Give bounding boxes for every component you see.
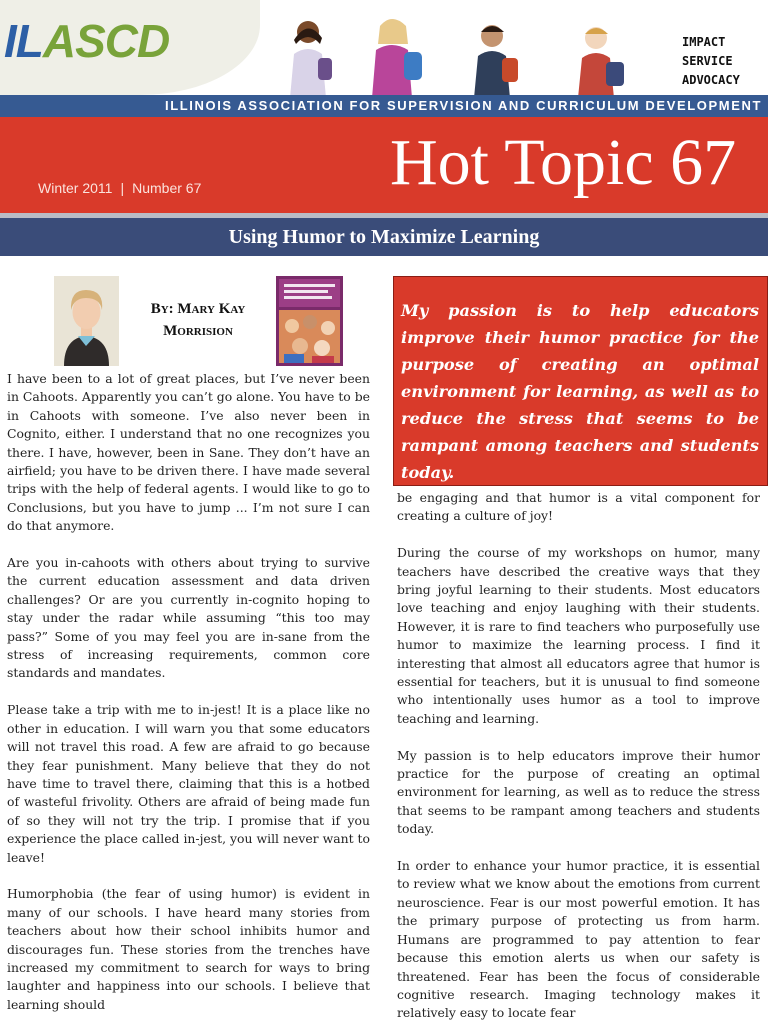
publication-title: Hot Topic 67 [390,126,737,199]
paragraph: I have been to a lot of great places, but I’ve never been in Cahoots. Apparently you can’t go alone. You have to be in Cahoots with someone. I’ve also never been in Cognito, either. I understand that no one recognizes you there. I have, however, been in Sane. They don’t have an airfield; you have to be driven there. I have made several trips with the help of federal agents. I would like to go to Conclusions, but you have to jump ... I’m not sure I can do that anymore. [7,371,370,534]
right-text-column [397,489,760,1024]
student-figure [372,19,422,98]
paragraph: be engaging and that humor is a vital component for creating a culture of joy! [397,490,760,524]
student-figure [290,21,332,98]
tagline [682,33,740,90]
paragraph: My passion is to help educators improve their humor practice for the purpose of creating an optimal environment for learning, as well as to reduce the stress that seems to be rampant among teachers and students today. [397,747,760,837]
article-title: Using Humor to Maximize Learning [228,226,540,248]
student-figure [474,25,518,98]
students-header-image [280,14,670,98]
tagline-impact: IMPACT [682,35,726,49]
byline-line-1: By: Mary Kay [150,301,246,317]
issue-season: Winter 2011 [38,180,113,196]
left-text-column [7,370,370,1020]
issue-number: Number 67 [132,180,202,196]
tagline-service: SERVICE [682,54,733,68]
pull-quote-box [393,276,768,486]
ilascd-logo[interactable] [4,15,170,67]
organization-name: ILLINOIS ASSOCIATION FOR SUPERVISION AND CURRICULUM DEVELOPMENT [165,98,762,113]
logo-ascd-text: ASCD [42,15,170,67]
author-byline [132,298,264,342]
logo-il-text: IL [4,15,43,67]
paragraph: Humorphobia (the fear of using humor) is evident in many of our schools. I have heard many stories from teachers about how their school inhibits humor and discourages fun. These stories from the trenches have increased my commitment to search for ways to bring laughter and happiness into our schools. I believe that learning should [7,886,370,1012]
paragraph: Are you in-cahoots with others about trying to survive the current education assessment and data driven challenges? Or are you currently in-cognito hoping to stay under the radar while assuming “this too may pass?” Some of you may feel you are in-sane from the stress of increasing requirements, common core standards and mandates. [7,555,370,681]
tagline-advocacy: ADVOCACY [682,73,740,87]
student-figure [578,27,624,98]
issue-separator: | [120,180,125,196]
byline-line-2: Morrision [163,323,233,339]
book-cover-image [276,276,343,366]
paragraph: In order to enhance your humor practice, it is essential to review what we know about the emotions from current neuroscience. Fear is our most powerful emotion. It has the primary purpose of protecting us from harm. Humans are programmed to pay attention to fear because this emotion alerts us when our safety is threatened. Fear has been the focus of considerable cognitive research. Imaging technology makes it relatively easy to locate fear [397,858,760,1021]
author-photo [54,276,119,366]
pull-quote-text: My passion is to help educators improve their humor practice for the purpose of creating an optimal environment for learning, as well as to reduce the stress that seems to be rampant among teachers and students today. [401,301,759,482]
paragraph: During the course of my workshops on humor, many teachers have described the creative ways that they bring joyful learning to their students. Most educators love teaching and enjoy laughing with their students. However, it is rare to find teachers who purposefully use humor to maximize the learning process. I find it interesting that almost all educators agree that humor is essential for teachers, but it is unusual to find someone who intentionally uses humor as a tool to improve teaching and learning. [397,545,760,726]
issue-info [38,180,201,196]
paragraph: Please take a trip with me to in-jest! It is a place like no other in education. I will warn you that some educators will not travel this road. A few are afraid to go because they fear punishment. Many believe that they do not have time to travel there, claiming that this is a hotbed of wasteful frivolity. Others are afraid of being made fun of so they will not try the trip. I promise that if you experience the place called in-jest, you will never want to leave! [7,702,370,865]
